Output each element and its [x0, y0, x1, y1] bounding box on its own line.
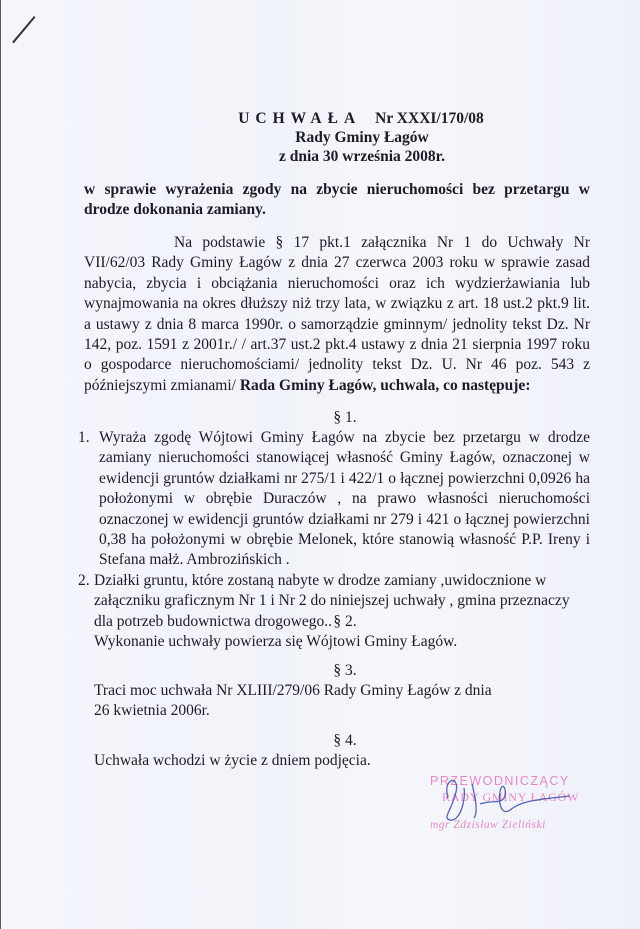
item-text: Wyraża zgodę Wójtowi Gminy Łagów na zbycie bez przetargu w drodze zamiany nieruchomości stanowiącej własność Gminy Łagów, oznaczonej w ewidencji gruntów działkami nr 275/1 i 422/1 o łącznej powierzchni 0,0926 ha położonymi w obrębie Duraczów , na prawo własności nieruchomości oznaczonej w ewidencji gruntów działkami nr 279 i 421 o łącznej powierzchni 0,38 ha położonymi w obrębie Melonek, które stanowią własność P.P. Ireny i Stefana małż. Ambrozińskich . — [99, 429, 590, 569]
item-number: 2. — [78, 571, 90, 589]
resolution-title — [0, 109, 640, 128]
section-4-symbol: § 4. — [333, 732, 357, 749]
preamble-text: Na podstawie § 17 pkt.1 załącznika Nr 1 do Uchwały Nr VII/62/03 Rady Gminy Łagów z dnia 27 czerwca 2003 roku w sprawie zasad nabycia, zbycia i obciążania nieruchomości oraz ich wydzierżawiania lub wynajmowania na okres dłuższy niż trzy lata, w związku z art. 18 ust.2 pkt.9 lit. a ustawy z dnia 8 marca 1990r. o samorządzie gminnym/ jednolity tekst Dz. Nr 142, poz. 1591 z 2001r./ / art.37 ust.2 pkt.4 ustawy z dnia 21 sierpnia 1997 roku o gospodarce nieruchomościami/ jednolity tekst Dz. U. Nr 46 poz. 543 z późniejszymi zmianami/ — [84, 234, 590, 394]
title-word: UCHWAŁA — [238, 110, 362, 127]
resolution-date: z dnia 30 września 2008r. — [278, 148, 446, 165]
stamp-title: PRZEWODNICZĄCY — [430, 774, 570, 788]
document-header — [0, 109, 640, 166]
section-1-item — [78, 428, 590, 571]
section-3-text-line2: 26 kwietnia 2006r. — [94, 702, 210, 719]
section-1-symbol: § 1. — [333, 409, 357, 426]
preamble-enactment: Rada Gminy Łagów, uchwala, co następuje: — [239, 376, 531, 394]
chairman-stamp — [420, 770, 620, 840]
item-text: Działki gruntu, które zostaną nabyte w drodze zamiany ,uwidocznione w załączniku graficznym Nr 1 i Nr 2 do niniejszej uchwały , gmina przeznaczy dla potrzeb budownictwa drogowego.. — [94, 571, 570, 630]
item-number: 1. — [78, 429, 90, 446]
section-2-symbol: § 2. — [333, 613, 357, 630]
section-3-text-line1: Traci moc uchwała Nr XLIII/279/06 Rady Gminy Łagów z dnia — [94, 682, 492, 699]
section-4-text: Uchwała wchodzi w życie z dniem podjęcia. — [94, 752, 371, 769]
resolution-subject: w sprawie wyrażenia zgody na zbycie nieruchomości bez przetargu w drodze dokonania zamiany. — [84, 181, 590, 218]
section-3-symbol: § 3. — [333, 662, 357, 679]
signature-icon — [420, 770, 620, 840]
section-2-text: Wykonanie uchwały powierza się Wójtowi Gminy Łagów. — [94, 633, 458, 650]
pen-mark — [12, 16, 35, 43]
title-number: Nr XXXI/170/08 — [375, 110, 484, 127]
section-1-list — [78, 428, 590, 632]
issuer: Rady Gminy Łagów — [295, 129, 429, 146]
preamble — [84, 233, 590, 396]
stamp-council: RADY GMINY ŁAGÓW — [442, 790, 580, 804]
stamp-name: mgr Zdzisław Zieliński — [430, 819, 546, 831]
